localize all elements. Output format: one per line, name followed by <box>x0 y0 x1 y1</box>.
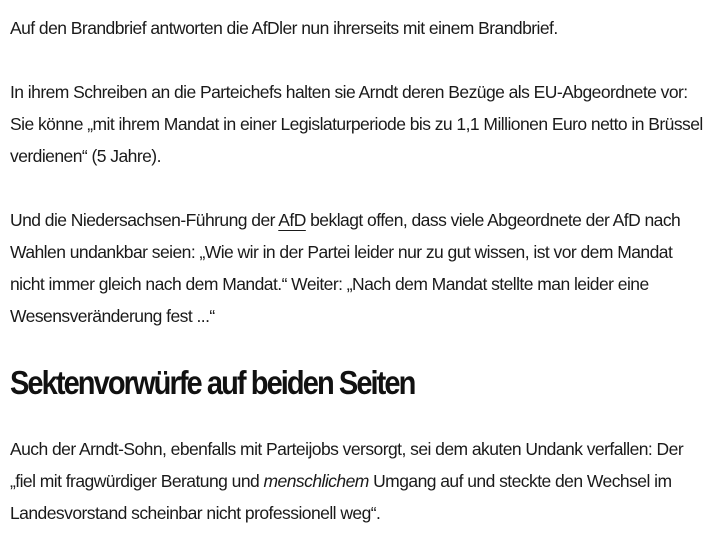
section-heading: Sektenvorwürfe auf beiden Seiten <box>10 364 415 401</box>
article-body <box>10 12 710 529</box>
paragraph-intro: Auf den Brandbrief antworten die AfDler nun ihrerseits mit einem Brandbrief. <box>10 18 558 38</box>
afd-topic-link[interactable]: AfD <box>278 210 306 230</box>
paragraph-arndt-son-text-end: Umgang auf und steckte den Wechsel im Landesvorstand scheinbar nicht professionell weg“. <box>10 471 672 523</box>
paragraph-arndt-son-text-start: Auch der Arndt-Sohn, ebenfalls mit Parteijobs versorgt, sei dem akuten Undank verfallen: Der „fiel mit fragwürdiger Beratung und <box>10 439 684 491</box>
paragraph-arndt-son <box>10 433 710 529</box>
emphasis-text: menschlichem <box>263 471 369 491</box>
paragraph-niedersachsen <box>10 204 710 332</box>
paragraph-niedersachsen-text-end: beklagt offen, dass viele Abgeordnete der AfD nach Wahlen undankbar seien: „Wie wir in der Partei leider nur zu gut wissen, ist vor dem Mandat nicht immer gleich nach dem Mandat.“ Weiter: „Nach dem Mandat stellte man leider eine Wesensveränderung fest ...“ <box>10 210 681 326</box>
paragraph-letter: In ihrem Schreiben an die Parteichefs halten sie Arndt deren Bezüge als EU-Abgeordnete vor: Sie könne „mit ihrem Mandat in einer Legislaturperiode bis zu 1,1 Millionen Euro netto in Brüssel verdienen“ (5 Jahre). <box>10 82 703 166</box>
paragraph-niedersachsen-text-start: Und die Niedersachsen-Führung der <box>10 210 279 230</box>
